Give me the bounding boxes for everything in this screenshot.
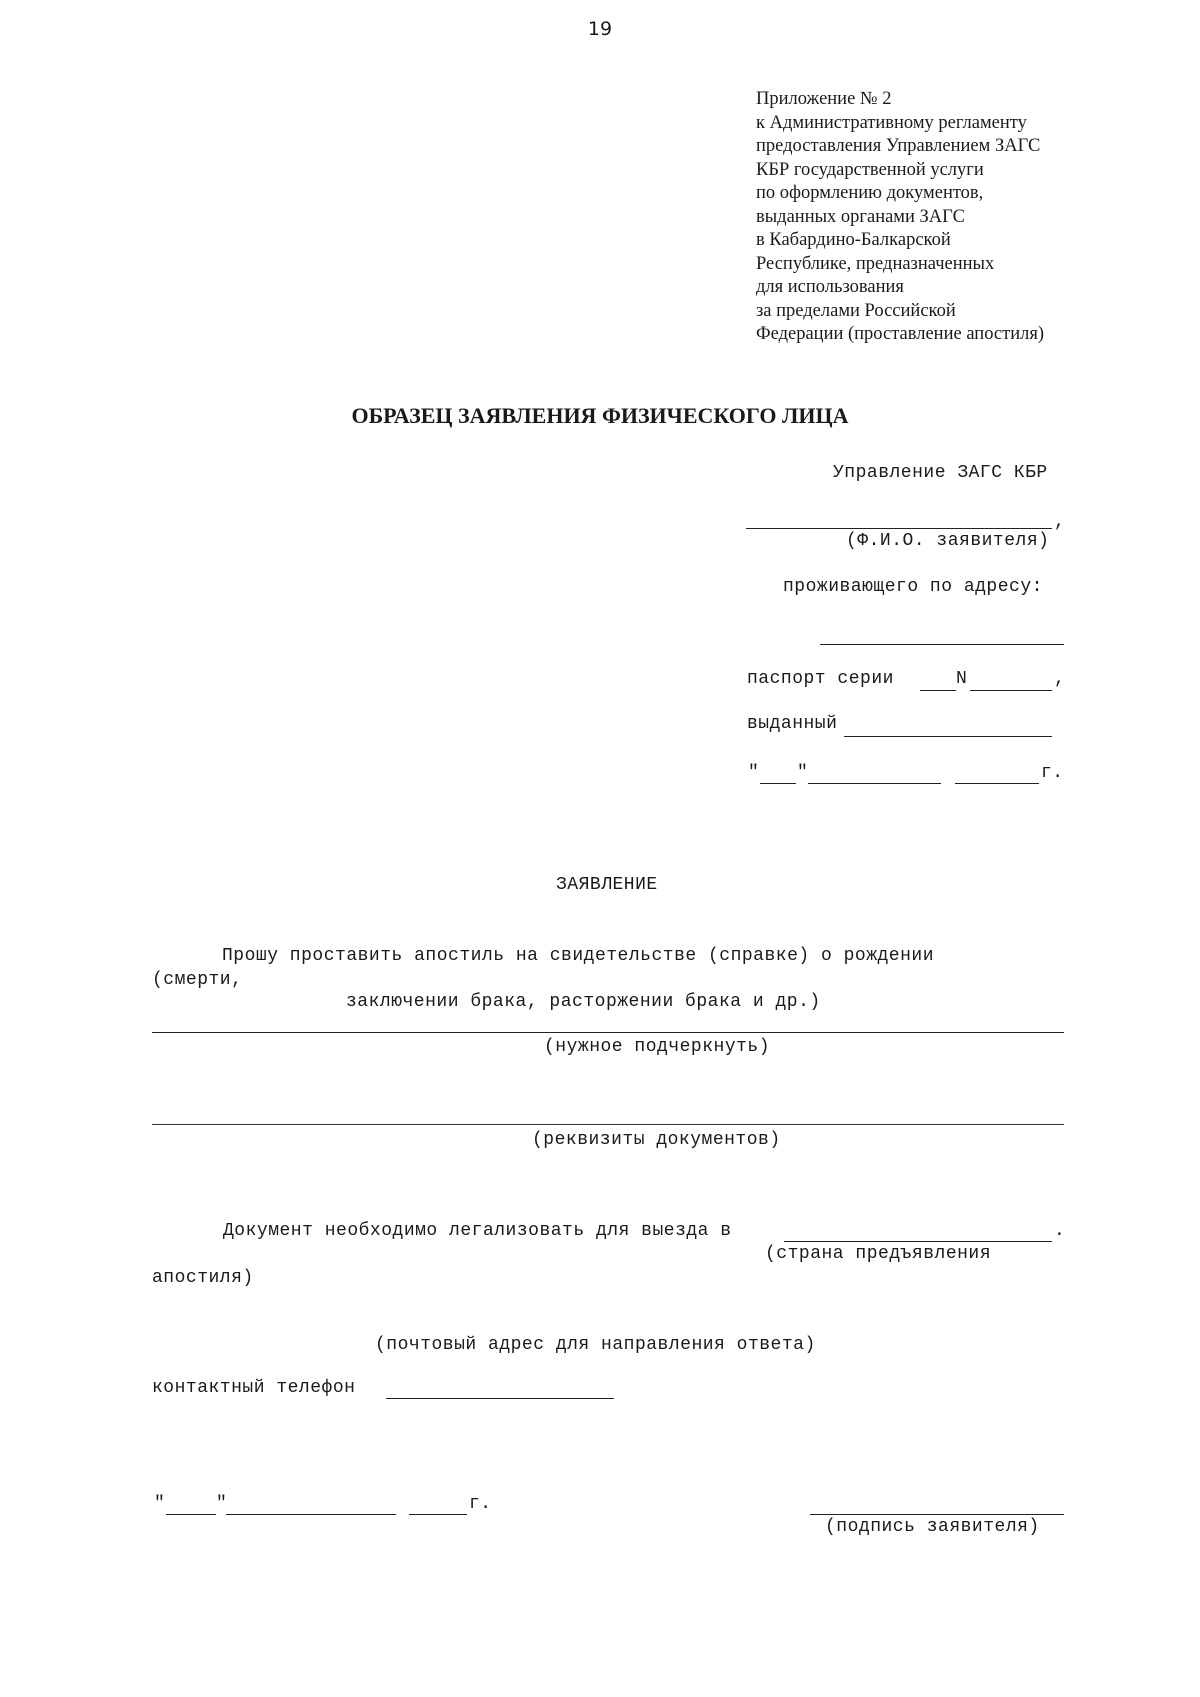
address-underline [820,644,1064,645]
annex-line: за пределами Российской [756,300,956,321]
request-line-3: заключении брака, расторжении брака и др.) [346,992,821,1012]
issued-label: выданный [747,714,838,734]
request-line-2: (смерти, [152,970,243,990]
requisites-caption: (реквизиты документов) [532,1130,781,1150]
annex-line: Республике, предназначенных [756,253,995,274]
country-caption: (страна предъявления [765,1244,992,1264]
signature-caption: (подпись заявителя) [825,1517,1040,1537]
document-type-underline [152,1032,1064,1033]
annex-line: Приложение № 2 [756,89,892,109]
annex-line: Федерации (проставление апостиля) [756,324,1044,344]
signing-date-year-underline [409,1514,467,1515]
signing-date-quote-open: " [154,1494,166,1514]
date-year-underline [955,783,1039,784]
signature-underline [810,1514,1064,1515]
statement-heading: ЗАЯВЛЕНИЕ [556,875,658,895]
page-number: 19 [587,18,613,40]
annex-line: КБР государственной услуги [756,159,984,180]
passport-number-mark: N [956,669,968,689]
signing-date-day-underline [166,1514,216,1515]
country-underline [784,1241,1052,1242]
annex-line: к Административному регламенту [756,112,1027,133]
underline-caption: (нужное подчеркнуть) [544,1037,771,1057]
address-label: проживающего по адресу: [783,577,1043,597]
date-quote-close: " [797,763,809,783]
date-quote-open: " [748,763,760,783]
recipient-text: Управление ЗАГС КБР [833,463,1048,483]
request-line-1: Прошу проставить апостиль на свидетельстве (справке) о рождении [222,946,935,966]
issued-underline [844,736,1052,737]
postal-address-caption: (почтовый адрес для направления ответа) [375,1335,816,1355]
passport-label: паспорт серии [747,669,894,689]
date-day-underline [760,783,796,784]
legalize-text: Документ необходимо легализовать для выезда в [223,1221,732,1241]
phone-label: контактный телефон [152,1378,356,1398]
passport-number-underline [970,690,1052,691]
document-title: ОБРАЗЕЦ ЗАЯВЛЕНИЯ ФИЗИЧЕСКОГО ЛИЦА [351,403,849,428]
annex-block [756,88,1116,347]
signing-date-month-underline [226,1514,396,1515]
country-caption-continued: апостиля) [152,1268,254,1288]
annex-line: по оформлению документов, [756,183,984,203]
annex-line: для использования [756,277,904,297]
annex-line: выданных органами ЗАГС [756,206,965,227]
legalize-period: . [1054,1221,1066,1241]
phone-underline [386,1398,614,1399]
date-month-underline [808,783,941,784]
fio-underline [746,528,1052,529]
signing-date-quote-close: " [216,1494,228,1514]
passport-series-underline [920,690,956,691]
annex-line: предоставления Управлением ЗАГС [756,136,1041,156]
fio-comma: , [1054,512,1066,532]
date-year-suffix: г. [1041,763,1064,783]
requisites-underline [152,1124,1064,1125]
signing-date-year-suffix: г. [469,1494,492,1514]
passport-comma: , [1054,669,1066,689]
fio-caption: (Ф.И.О. заявителя) [846,531,1050,551]
annex-line: в Кабардино-Балкарской [756,230,951,250]
